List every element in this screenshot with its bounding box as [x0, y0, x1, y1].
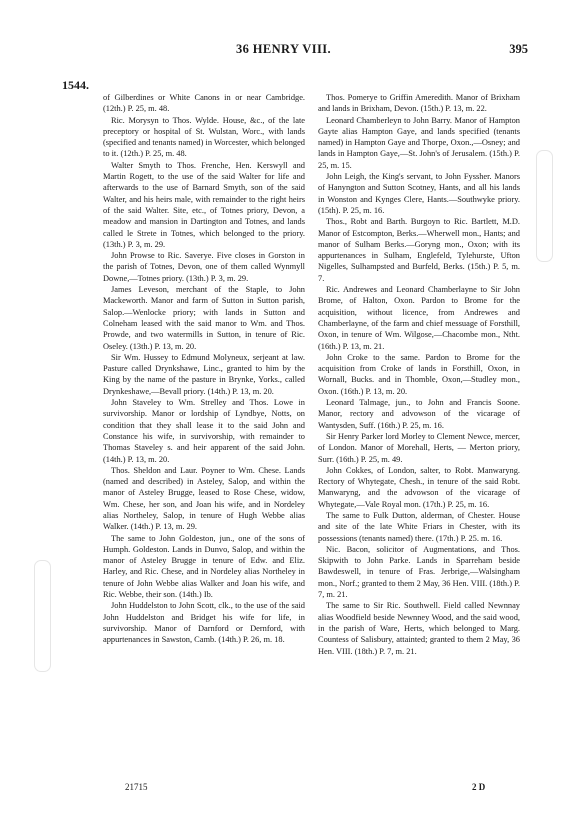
entry-paragraph: Thos. Pomerye to Griffin Ameredith. Manor of Brixham and lands in Brixham, Devon. (15th.) P. 13, m. 22. [318, 93, 520, 114]
watermark-stamp [34, 560, 51, 672]
entry-paragraph: John Staveley to Wm. Strelley and Thos. Lowe in survivorship. Manor or lordship of Lyndbye, Notts, on condition that they shall lease it to the said John and Constance his wife, in survivorship, with remainder to Thomas Staveley s. and heir apparent of the said John. (14th.) P. 13, m. 20. [103, 398, 305, 464]
printer-signature: 21715 [125, 782, 148, 792]
left-column [103, 92, 305, 646]
entry-paragraph: The same to John Goldeston, jun., one of the sons of Humph. Goldeston. Lands in Dunvo, Salop, and within the manor of Asteley Brugge in tenure of Edw. and Eliz. Harley, and Ric. Chese, and in Nordeley alias Northeley in tenure of John Webbe alias Walker and Joan his wife, and Ric. Webbe, their son. (14th.) Ib. [103, 533, 305, 600]
page-number: 395 [509, 42, 528, 56]
page-header [0, 42, 567, 58]
right-column [318, 92, 520, 657]
running-title: 36 HENRY VIII. [235, 42, 332, 56]
entry-paragraph: The same to Fulk Dutton, alderman, of Chester. House and site of the late White Friars in Chester, with its possessions (tenants named) there. (17th.) P. 25. m. 16. [318, 510, 520, 543]
entry-paragraph: John Huddelston to John Scott, clk., to the use of the said John Huddelston and Bridget his wife for life, in survivorship. Manor of Darnford or Dernford, with appurtenances in Sawston, Camb. (14th.) P. 26, m. 18. [103, 601, 305, 645]
entry-paragraph: Sir Henry Parker lord Morley to Clement Newce, mercer, of London. Manor of Morehall, Herts, — Merton priory, Surr. (16th.) P. 25, m. 49. [318, 431, 520, 464]
entry-paragraph: Thos. Sheldon and Laur. Poyner to Wm. Chese. Lands (named and described) in Asteley, Salop, and within the manor of Asteley Brugge, leased to Rose Chese, widow, Wm. Chese, her son, and Joan his wife, and in Nordeley alias Northeley, Salop, in tenure of Hugh Webbe alias Walker. (14th.) P. 13, m. 29. [103, 465, 305, 532]
entry-paragraph: The same to Sir Ric. Southwell. Field called Newnnay alias Woodfield beside Newnney Wood, and the said wood, in the parish of Ware, Herts, which belonged to Marg. Countess of Salisbury, attainted; granted to them 2 May, 36 Hen. VIII. (18th.) P. 7, m. 21. [318, 601, 520, 656]
gathering-mark: 2 D [472, 782, 486, 792]
entry-paragraph: Sir Wm. Hussey to Edmund Molyneux, serjeant at law. Pasture called Drynkshawe, Linc., granted to him by the King by the name of the pasture in Brynke, Yorks., called Drynkeshawe,—Bevall priory. (14th.) P. 13, m. 20. [103, 352, 305, 396]
entry-paragraph: Leonard Talmage, jun., to John and Francis Soone. Manor, rectory and advowson of the vicarage of Wantysden, Suff. (16th.) P. 25, m. 16. [318, 398, 520, 430]
entry-paragraph: John Prowse to Ric. Saverye. Five closes in Gorston in the parish of Totnes, Devon, one of them called Wynmyll Downe,—Totnes priory. (13th.) P. 3, m. 29. [103, 251, 305, 283]
entry-paragraph: Ric. Morysyn to Thos. Wylde. House, &c., of the late preceptory or hospital of St. Wulstan, Worc., with lands (specified and tenants named) in Worcester, which belonged to it. (12th.) P. 25, m. 48. [103, 115, 305, 159]
watermark-stamp [536, 150, 553, 262]
entry-paragraph: James Leveson, merchant of the Staple, to John Mackeworth. Manor and farm of Sutton in Sutton parish, Salop.—Wenlocke priory; with lands in Sutton and Colneham leased with the said manor to Wm. and Thos. Prowde, and two watermills in Sutton, in tenure of Ric. Oseley. (13th.) P. 13, m. 20. [103, 285, 305, 351]
entry-paragraph: Leonard Chamberleyn to John Barry. Manor of Hampton Gayte alias Hampton Gaye, and lands specified (tenants named) in Hampton Gaye and Thorpe, Oxon.,—Osney; and lands in Hampton Gaye,—St. John's of Jerusalem. (15th.) P. 25, m. 15. [318, 115, 520, 170]
entry-paragraph: Ric. Andrewes and Leonard Chamberlayne to Sir John Brome, of Halton, Oxon. Pardon to Brome for the acquisition, without licence, from Andrewes and Chamberlayne, of the farm and chief messuage of Forsthill, Oxon, in tenure of Wm. Wilgose,—Chacombe mon., Ntht. (16th.) P. 13, m. 21. [318, 285, 520, 351]
entry-paragraph: John Croke to the same. Pardon to Brome for the acquisition from Croke of lands in Forsthill, Oxon, in Wornall, Bucks. and in Thomble, Oxon,—Studley mon., Oxon. (16th.) P. 13, m. 20. [318, 352, 520, 396]
year-marker: 1544. [62, 78, 89, 92]
entry-paragraph: Nic. Bacon, solicitor of Augmentations, and Thos. Skipwith to John Parke. Lands in Sparreham beside Bawdeswell, in tenure of Fras. Jerbrige,—Walsingham mon., Norf.; granted to them 2 May, 36 Hen. VIII. (18th.) P. 7, m. 21. [318, 544, 520, 600]
entry-paragraph: Walter Smyth to Thos. Frenche, Hen. Kerswyll and Martin Rogett, to the use of the said Walter for life and afterwards to the use of Barnard Smyth, son of the said Walter, and his heirs male, with remainder to the right heirs of the said Walter. Site, etc., of Totnes priory, Devon, a meadow and mansion in Dartington and Totnes, and lands called le Strete in Totnes, which belonged to the priory. (13th.) P. 3, m. 29. [103, 160, 305, 249]
entry-paragraph: of Gilberdines or White Canons in or near Cambridge. (12th.) P. 25, m. 48. [103, 93, 305, 114]
entry-paragraph: John Cokkes, of London, salter, to Robt. Manwaryng. Rectory of Whytegate, Chesh., in tenure of the said Robt. Manwaryng, and the advowson of the vicarage of Whytegate,—Vale Royal mon. (17th.) P. 25, m. 16. [318, 465, 520, 509]
entry-paragraph: John Leigh, the King's servant, to John Fyssher. Manors of Hanyngton and Sutton Scotney, Hants, and all his lands in Wonston and Kynges Clere, Hants.—Southwyke priory. (15th). P. 25, m. 16. [318, 172, 520, 215]
entry-paragraph: Thos., Robt and Barth. Burgoyn to Ric. Bartlett, M.D. Manor of Estcompton, Berks.—Wherwell mon., Hants; and manor of Sulham Berks.—Goryng mon., Oxon; with its appurtenances in Sulham, Englefeld, Tylehurste, Ufton Nigelles, Sulhampsted and Burfeld, Berks. (15th.) P. 5, m. 7. [318, 217, 520, 283]
